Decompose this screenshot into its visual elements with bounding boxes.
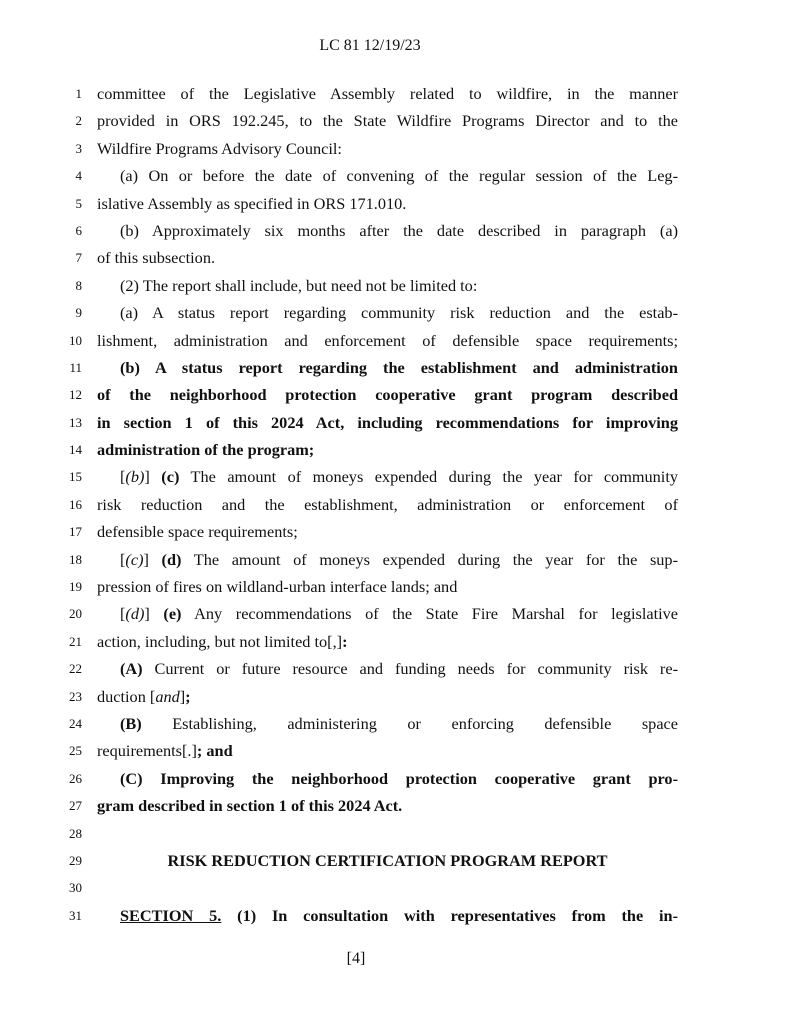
line-number: 21 <box>69 633 82 649</box>
text-run: [ <box>120 604 126 624</box>
line-number: 17 <box>69 524 82 540</box>
bold-text: administration of the program; <box>97 440 315 460</box>
line-number: 15 <box>69 469 82 485</box>
document-line <box>0 135 800 162</box>
bold-text: (b) A status report regarding the establishment and administration <box>120 357 678 377</box>
document-line <box>0 327 800 354</box>
line-number: 22 <box>69 661 82 677</box>
text-run: (b) Approximately six months after the date described in paragraph (a) <box>120 220 678 240</box>
line-text <box>120 354 678 381</box>
line-number: 26 <box>69 770 82 786</box>
text-run: ] <box>143 549 162 569</box>
text-run: Wildfire Programs Advisory Council: <box>97 138 342 158</box>
line-text <box>97 683 678 710</box>
document-line <box>0 409 800 436</box>
bold-text: (B) <box>120 713 142 733</box>
line-text <box>120 902 678 929</box>
document-line <box>0 683 800 710</box>
document-line <box>0 546 800 573</box>
line-text <box>97 409 678 436</box>
bold-text: (C) Improving the neighborhood protection cooperative grant pro- <box>120 768 678 788</box>
line-text <box>120 710 678 737</box>
line-number: 27 <box>69 798 82 814</box>
page-header: LC 81 12/19/23 <box>319 37 421 54</box>
line-text <box>120 600 678 627</box>
line-number: 14 <box>69 442 82 458</box>
line-number: 4 <box>75 168 82 184</box>
text-run: defensible space requirements; <box>97 522 298 542</box>
line-number: 6 <box>75 222 82 238</box>
line-number: 8 <box>75 277 82 293</box>
line-number: 16 <box>69 496 82 512</box>
document-line <box>0 792 800 819</box>
bold-text: gram described in section 1 of this 2024 Act. <box>97 796 403 816</box>
line-text <box>97 80 678 107</box>
text-run: [ <box>120 467 126 487</box>
text-run: (a) A status report regarding community risk reduction and the estab- <box>120 303 678 323</box>
line-text <box>97 381 678 408</box>
italic-text: (b) <box>125 467 145 487</box>
line-text <box>120 546 678 573</box>
document-line <box>0 765 800 792</box>
line-text <box>120 162 678 189</box>
document-line <box>0 710 800 737</box>
line-text <box>97 792 678 819</box>
line-number: 12 <box>69 387 82 403</box>
line-number: 23 <box>69 688 82 704</box>
line-text <box>120 765 678 792</box>
line-text <box>97 190 678 217</box>
document-line <box>0 162 800 189</box>
text-run: The amount of moneys expended during the year for community <box>179 467 678 487</box>
document-line <box>0 573 800 600</box>
bold-text: (A) <box>120 659 143 679</box>
line-number: 28 <box>69 825 82 841</box>
line-text <box>120 299 678 326</box>
document-line <box>0 436 800 463</box>
line-text <box>97 327 678 354</box>
line-number: 24 <box>69 715 82 731</box>
bold-text: ; and <box>196 741 233 761</box>
bold-text: (1) In consultation with representatives from the in- <box>221 905 678 925</box>
line-number: 31 <box>69 907 82 923</box>
document-line <box>0 272 800 299</box>
document-line <box>0 847 800 874</box>
line-text <box>120 655 678 682</box>
line-number: 11 <box>69 359 82 375</box>
text-run: [ <box>120 549 126 569</box>
bold-text: of the neighborhood protection cooperative grant program described <box>97 385 678 405</box>
line-text <box>97 737 678 764</box>
document-line <box>0 600 800 627</box>
text-run: (2) The report shall include, but need not be limited to: <box>120 275 478 295</box>
document-line <box>0 299 800 326</box>
document-line <box>0 655 800 682</box>
document-line <box>0 80 800 107</box>
text-run: requirements[.] <box>97 741 197 761</box>
line-text <box>97 573 678 600</box>
line-text <box>97 628 678 655</box>
bold-text: in section 1 of this 2024 Act, including recommendations for improving <box>97 412 678 432</box>
line-number: 1 <box>75 86 82 101</box>
document-line <box>0 874 800 901</box>
text-run: risk reduction and the establishment, administration or enforcement of <box>97 494 678 514</box>
text-run: provided in ORS 192.245, to the State Wildfire Programs Director and to the <box>97 111 678 131</box>
line-number: 25 <box>69 743 82 759</box>
bold-text: ; <box>185 686 191 706</box>
text-run: action, including, but not limited to[,] <box>97 631 343 651</box>
line-text <box>120 272 678 299</box>
text-run: Establishing, administering or enforcing defensible space <box>141 713 678 733</box>
text-run: of this subsection. <box>97 248 216 268</box>
line-number: 2 <box>75 113 82 129</box>
line-number: 29 <box>69 852 82 868</box>
bold-text: RISK REDUCTION CERTIFICATION PROGRAM REPORT <box>167 850 608 870</box>
document-line <box>0 902 800 929</box>
document-line <box>0 820 800 847</box>
document-body <box>0 80 800 929</box>
bold-text: : <box>342 631 348 651</box>
document-line <box>0 463 800 490</box>
document-line <box>0 244 800 271</box>
line-number: 18 <box>69 551 82 567</box>
text-run: islative Assembly as specified in ORS 171.010. <box>97 193 407 213</box>
line-number: 5 <box>75 195 82 211</box>
bold-text: (d) <box>161 549 182 569</box>
line-number: 3 <box>75 140 82 156</box>
line-text <box>97 436 678 463</box>
text-run: ] <box>144 467 162 487</box>
text-run: Any recommendations of the State Fire Marshal for legislative <box>181 604 678 624</box>
line-text <box>97 518 678 545</box>
text-run: ] <box>144 604 164 624</box>
bold-text: (e) <box>163 604 182 624</box>
text-run: duction [ <box>97 686 156 706</box>
line-number: 19 <box>69 579 82 595</box>
text-run: lishment, administration and enforcement of defensible space requirements; <box>97 330 678 350</box>
line-number: 9 <box>75 305 82 321</box>
text-run: Current or future resource and funding needs for community risk re- <box>142 659 678 679</box>
document-line <box>0 107 800 134</box>
section-heading <box>120 847 655 874</box>
line-number: 13 <box>69 414 82 430</box>
line-number: 30 <box>69 880 82 896</box>
italic-text: (c) <box>125 549 144 569</box>
text-run: The amount of moneys expended during the year for the sup- <box>181 549 678 569</box>
text-run: (a) On or before the date of convening of the regular session of the Leg- <box>120 166 678 186</box>
line-text <box>120 217 678 244</box>
document-line <box>0 354 800 381</box>
italic-text: and <box>155 686 180 706</box>
document-line <box>0 381 800 408</box>
line-number: 7 <box>75 250 82 266</box>
italic-text: (d) <box>125 604 145 624</box>
line-text <box>97 107 678 134</box>
text-run: pression of fires on wildland-urban interface lands; and <box>97 577 458 597</box>
document-line <box>0 628 800 655</box>
document-line <box>0 190 800 217</box>
page-number: [4] <box>346 950 366 967</box>
text-run: committee of the Legislative Assembly related to wildfire, in the manner <box>97 84 678 103</box>
document-line <box>0 737 800 764</box>
line-text <box>97 491 678 518</box>
line-number: 20 <box>69 606 82 622</box>
text-run: ] <box>179 686 186 706</box>
section-label: SECTION 5. <box>120 905 222 925</box>
line-text <box>97 135 678 162</box>
document-line <box>0 491 800 518</box>
line-text <box>97 244 678 271</box>
line-text <box>120 463 678 490</box>
bold-text: (c) <box>161 467 180 487</box>
document-line <box>0 217 800 244</box>
document-line <box>0 518 800 545</box>
line-number: 10 <box>69 332 82 348</box>
